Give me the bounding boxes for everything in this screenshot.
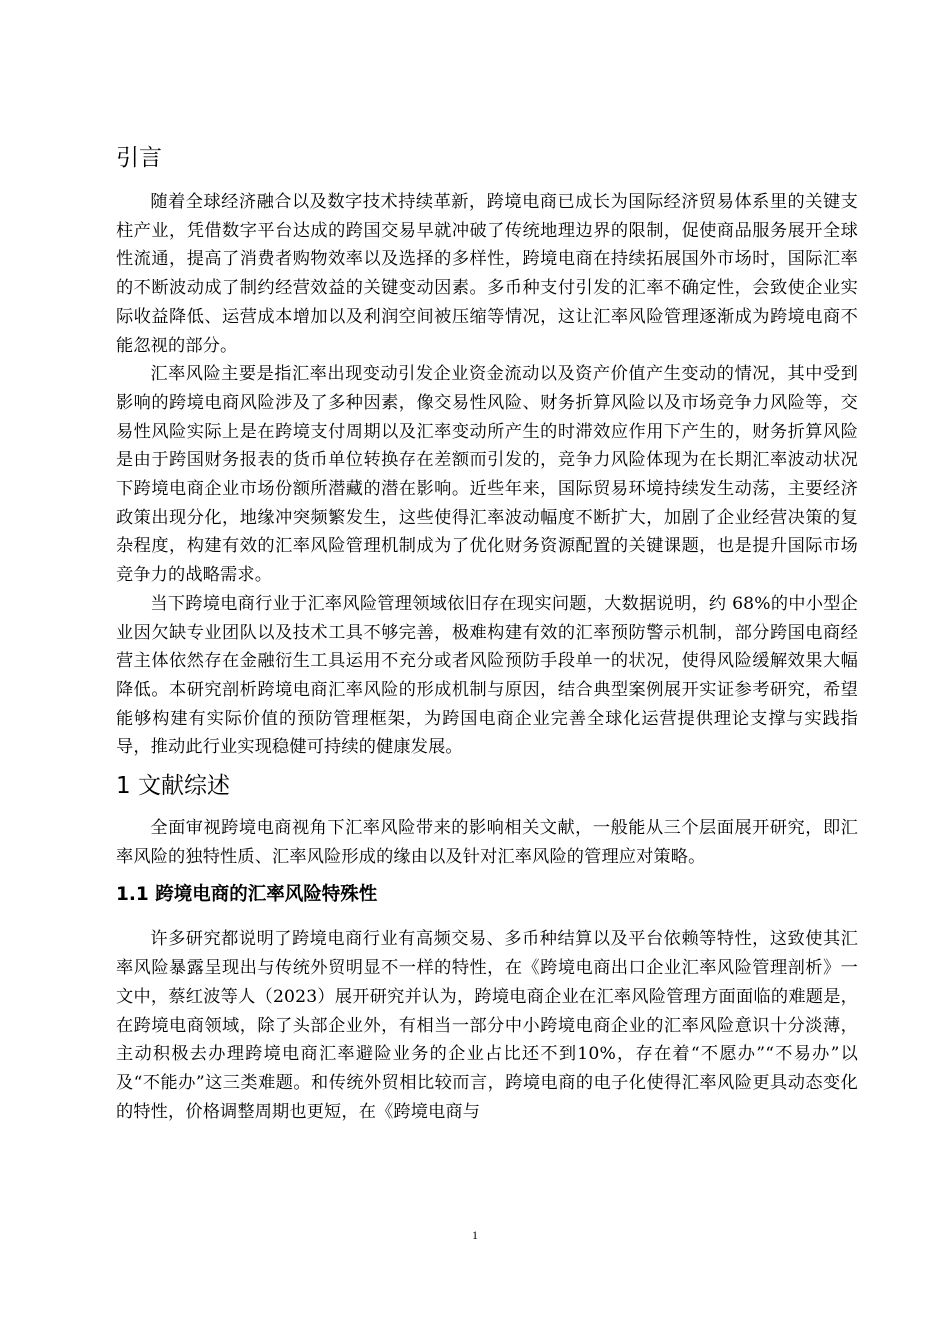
literature-review-heading: 1 文献综述 (116, 773, 230, 800)
intro-heading: 引言 (116, 145, 162, 171)
intro-paragraph-2: 汇率风险主要是指汇率出现变动引发企业资金流动以及资产价值产生变动的情况，其中受到影响的跨境电商风险涉及了多种因素，像交易性风险、财务折算风险以及市场竞争力风险等，交易性风险实际上是在跨境支付周期以及汇率变动所产生的时滞效应作用下产生的，财务折算风险是由于跨国财务报表的货币单位转换存在差额而引发的，竞争力风险体现为在长期汇率波动状况下跨境电商企业市场份额所潜藏的潜在影响。近些年来，国际贸易环境持续发生动荡，主要经济政策出现分化，地缘冲突频繁发生，这些使得汇率波动幅度不断扩大，加剧了企业经营决策的复杂程度，构建有效的汇率风险管理机制成为了优化财务资源配置的关键课题，也是提升国际市场竞争力的战略需求。 (116, 364, 858, 586)
intro-paragraph-1: 随着全球经济融合以及数字技术持续革新，跨境电商已成长为国际经济贸易体系里的关键支柱产业，凭借数字平台达成的跨国交易早就冲破了传统地理边界的限制，促使商品服务展开全球性流通，提高了消费者购物效率以及选择的多样性，跨境电商在持续拓展国外市场时，国际汇率的不断波动成了制约经营效益的关键变动因素。多币种支付引发的汇率不确定性，会致使企业实际收益降低、运营成本增加以及利润空间被压缩等情况，这让汇率风险管理逐渐成为跨境电商不能忽视的部分。 (116, 192, 858, 356)
literature-paragraph-1: 全面审视跨境电商视角下汇率风险带来的影响相关文献，一般能从三个层面展开研究，即汇率风险的独特性质、汇率风险形成的缘由以及针对汇率风险的管理应对策略。 (116, 818, 858, 867)
intro-paragraph-3: 当下跨境电商行业于汇率风险管理领域依旧存在现实问题，大数据说明，约 68%的中小型企业因欠缺专业团队以及技术工具不够完善，极难构建有效的汇率预防警示机制，部分跨国电商经营主体依然存在金融衍生工具运用不充分或者风险预防手段单一的状况，使得风险缓解效果大幅降低。本研究剖析跨境电商汇率风险的形成机制与原因，结合典型案例展开实证参考研究，希望能够构建有实际价值的预防管理框架，为跨国电商企业完善全球化运营提供理论支撑与实践指导，推动此行业实现稳健可持续的健康发展。 (116, 593, 858, 758)
document-body (116, 140, 858, 1126)
page-number: 1 (472, 1228, 478, 1242)
subsection-heading: 1.1 跨境电商的汇率风险特殊性 (116, 884, 378, 906)
subsection-paragraph-1: 许多研究都说明了跨境电商行业有高频交易、多币种结算以及平台依赖等特性，这致使其汇率风险暴露呈现出与传统外贸明显不一样的特性，在《跨境电商出口企业汇率风险管理剖析》一文中，蔡红波等人（2023）展开研究并认为，跨境电商企业在汇率风险管理方面面临的难题是，在跨境电商领域，除了头部企业外，有相当一部分中小跨境电商企业的汇率风险意识十分淡薄，主动积极去办理跨境电商汇率避险业务的企业占比还不到10%，存在着“不愿办”“不易办”以及“不能办”这三类难题。和传统外贸相比较而言，跨境电商的电子化使得汇率风险更具动态变化的特性，价格调整周期也更短，在《跨境电商与 (116, 929, 858, 1122)
